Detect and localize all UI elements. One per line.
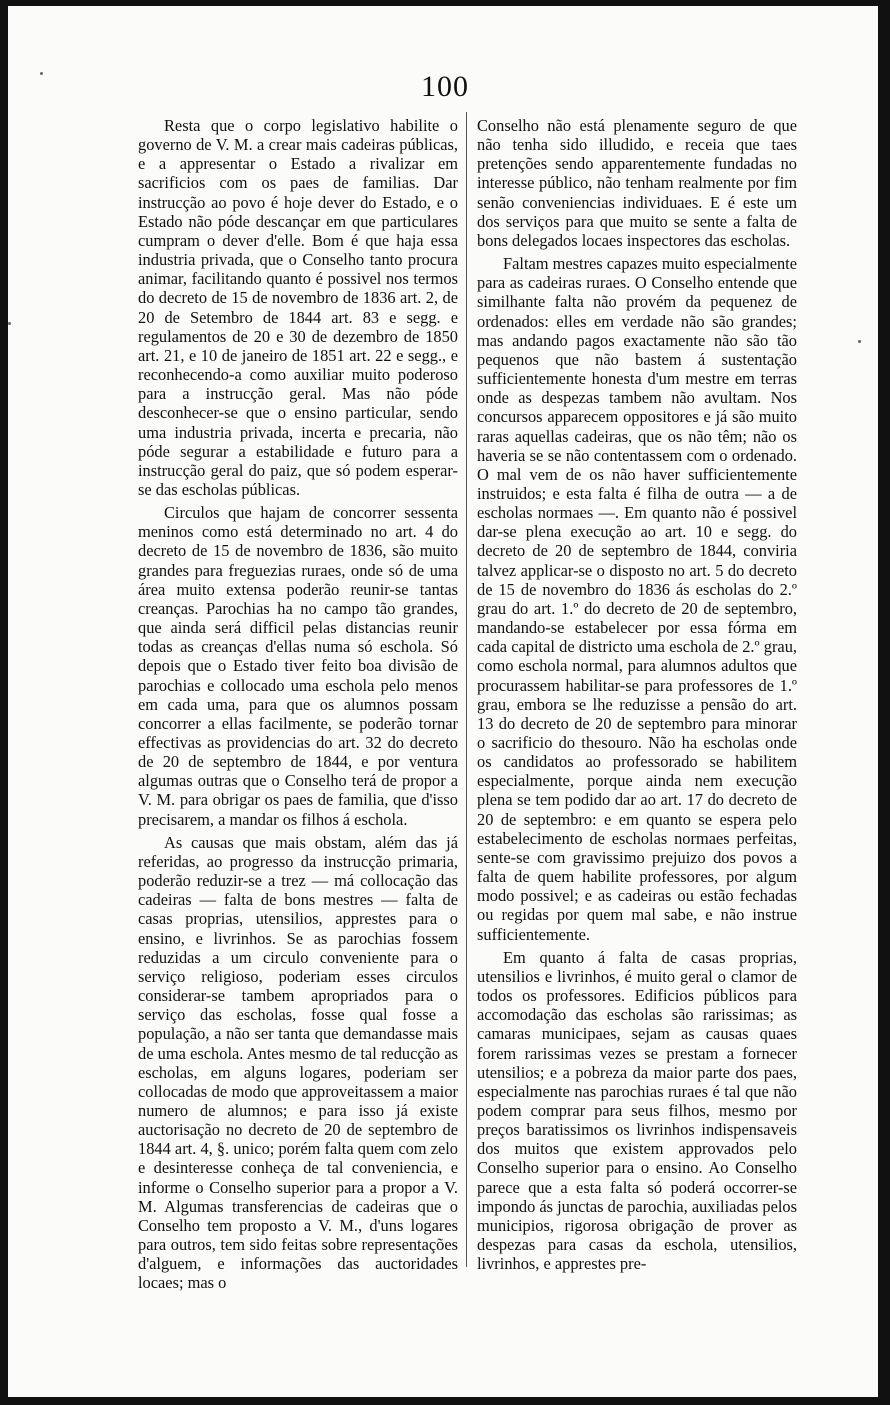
right-paragraph-3: Em quanto á falta de casas proprias, utensilios e livrinhos, é muito geral o clamor de todos os professores. Edificios públicos para accomodação das escholas são rarissimas; as camaras municipaes, sejam as causas quaes forem rarissimas vezes se prestam a fornecer utensilios; e a pobreza da maior parte dos paes, especialmente nas parochias ruraes é tal que não podem comprar para seus filhos, mesmo por preços baratissimos os livrinhos indispensaveis dos muitos que existem approvados pelo Conselho superior para o ensino. Ao Conselho parece que a esta falta só poderá occorrer-se impondo ás junctas de parochia, auxiliadas pelos municipios, rigorosa obrigação de prover as despezas para casas da eschola, utensilios, livrinhos, e apprestes pre- — [477, 947, 797, 1274]
left-paragraph-2: Circulos que hajam de concorrer sessenta meninos como está determinado no art. 4 do decreto de 15 de novembro de 1836, são muito grandes para freguezias ruraes, onde só de uma área muito extensa poderão reunir-se tantas creanças. Parochias ha no campo tão grandes, que ainda será difficil pelas distancias reunir todas as creanças d'ellas numa só eschola. Só depois que o Estado tiver feito boa divisão de parochias e collocado uma eschola pelo menos em cada uma, para que os alumnos possam concorrer a ellas facilmente, se poderão tornar effectivas as providencias do art. 32 do decreto de 20 de septembro de 1844, e por ventura algumas outras que o Conselho terá de propor a V. M. para obrigar os paes de familia, que d'isso precisarem, a mandar os filhos á eschola. — [138, 503, 458, 829]
ink-speck — [8, 322, 11, 325]
left-paragraph-3: As causas que mais obstam, além das já referidas, ao progresso da instrucção primaria, poderão reduzir-se a trez — má collocação das cadeiras — falta de bons mestres — falta de casas proprias, utensilios, apprestes para o ensino, e livrinhos. Se as parochias fossem reduzidas a um circulo conveniente para o serviço religioso, poderiam esses circulos considerar-se tambem apropriados para o serviço das escholas, fosse qual fosse a população, a não ser tanta que demandasse mais de uma eschola. Antes mesmo de tal reducção as escholas, em alguns logares, poderiam ser collocadas de modo que approveitassem a maior numero de alumnos; e para isso já existe auctorisação no decreto de 20 de septembro de 1844 art. 4, §. unico; porém falta quem com zelo e desinteresse conheça de tal conveniencia, e informe o Conselho superior para a propor a V. M. Algumas transferencias de cadeiras que o Conselho tem proposto a V. M., d'uns logares para outros, tem sido feitas sobre representações d'alguem, e informações das auctoridades locaes; mas o — [138, 832, 458, 1293]
page-number: 100 — [421, 70, 469, 103]
right-paragraph-1: Conselho não está plenamente seguro de que não tenha sido illudido, e receia que taes pretenções sendo apparentemente fundadas no interesse público, não tenham realmente por fim senão conveniencias individuaes. E é este um dos serviços para que muito se sente a falta de bons delegados locaes inspectores das escholas. — [477, 116, 797, 250]
right-paragraph-2: Faltam mestres capazes muito especialmente para as cadeiras ruraes. O Conselho entende que similhante falta não provém da pequenez de ordenados: elles em verdade não são grandes; mas andando pagos exactamente não são tão pequenos que não bastem á sustentação sufficientemente honesta d'um mestre em terras onde as despezas tambem não avultam. Nos concursos apparecem oppositores e já são muito raras aquellas cadeiras, que os não têm; não os haveria se se não contentassem com o ordenado. O mal vem de os não haver sufficientemente instruidos; e esta falta é filha de outra — a de escholas normaes —. Em quanto não é possivel dar-se plena execução ao art. 10 e segg. do decreto de 20 de septembro de 1844, conviria talvez applicar-se o disposto no art. 5 do decreto de 15 de novembro do 1836 ás escholas do 2.º grau do art. 1.º do decreto de 20 de septembro, mandando-se estabelecer por essa fórma em cada capital de districto uma eschola de 2.º grau, como eschola normal, para alumnos adultos que procurassem habilitar-se para professores de 1.º grau, embora se lhe reduzisse a pensão do art. 13 do decreto de 20 de septembro para minorar o sacrificio do thesouro. Não ha escholas onde os candidatos ao professorado se habilitem especialmente, porque ainda nem execução plena se tem podido dar ao art. 17 do decreto de 20 de septembro: e em quanto se espera pelo estabelecimento de escholas normaes perfeitas, sente-se com gravissimo prejuizo dos povos a falta de quem habilite professores, por algum modo possivel; e as cadeiras ou estão fechadas ou regidas por quem mal sabe, e não instrue sufficientemente. — [477, 254, 798, 944]
right-column — [477, 116, 797, 1277]
ink-speck — [858, 340, 861, 343]
column-divider — [466, 112, 467, 1267]
left-paragraph-1: Resta que o corpo legislativo habilite o governo de V. M. a crear mais cadeiras públicas, e a appresentar o Estado a rivalizar em sacrificios com os paes de familias. Dar instrucção ao povo é hoje dever do Estado, e o Estado não póde descançar em que particulares cumpram o dever d'elle. Bom é que haja essa industria privada, que o Conselho tanto procura animar, facilitando quanto é possivel nos termos do decreto de 15 de novembro de 1836 art. 2, de 20 de Setembro de 1844 art. 83 e segg. e regulamentos de 20 e 30 de dezembro de 1850 art. 21, e 10 de janeiro de 1851 art. 22 e segg., e reconhecendo-a como auxiliar muito poderoso para a instrucção geral. Mas não póde desconhecer-se que o ensino particular, sendo uma industria privada, incerta e precaria, não póde segurar a estabilidade e futuro para a instrucção geral do paiz, que só podem esperar-se das escholas públicas. — [138, 116, 458, 499]
ink-speck — [40, 72, 43, 75]
left-column — [138, 116, 458, 1297]
